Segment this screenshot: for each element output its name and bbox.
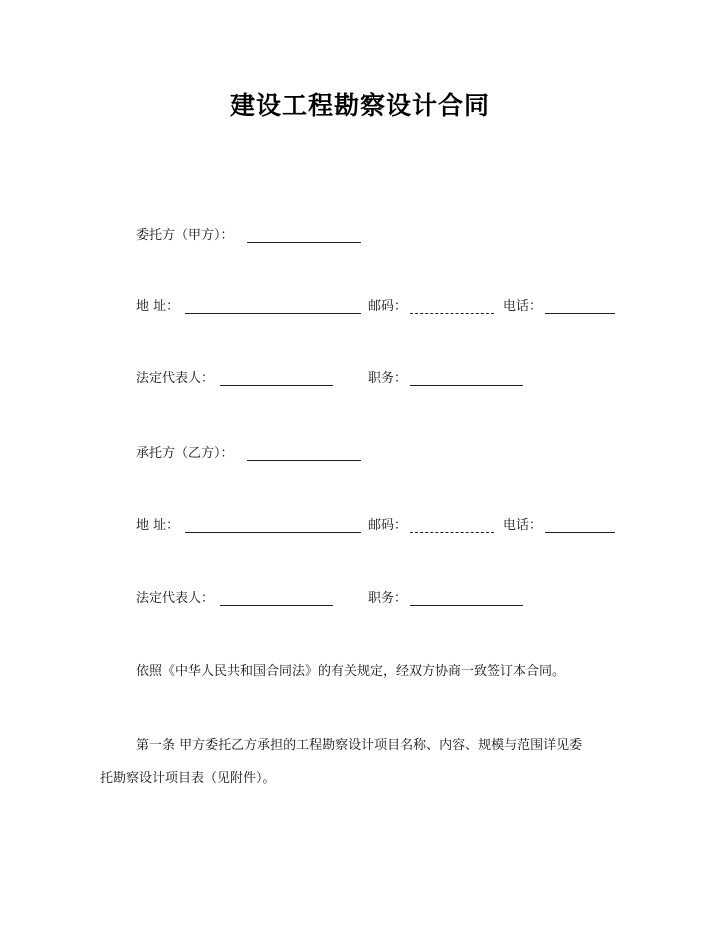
party-b-address-blank[interactable] xyxy=(185,532,361,533)
party-a-legal-rep-blank[interactable] xyxy=(220,385,333,386)
party-b-phone-label: 电话： xyxy=(503,518,543,533)
party-b-name-blank[interactable] xyxy=(247,460,361,461)
party-a-address-label: 地 址： xyxy=(136,299,180,314)
party-b-legal-rep-label: 法定代表人： xyxy=(136,591,215,606)
party-a-postcode-label: 邮码： xyxy=(368,299,408,314)
party-b-postcode-blank[interactable] xyxy=(410,532,494,533)
contract-title: 建设工程勘察设计合同 xyxy=(229,91,490,120)
party-a-position-blank[interactable] xyxy=(410,385,523,386)
article-1-line-2: 托勘察设计项目表（见附件）。 xyxy=(100,771,276,786)
article-1-line-1: 第一条 甲方委托乙方承担的工程勘察设计项目名称、内容、规模与范围详见委 xyxy=(136,738,583,753)
party-b-position-blank[interactable] xyxy=(410,605,523,606)
party-a-legal-rep-label: 法定代表人： xyxy=(136,371,215,386)
preamble-paragraph: 依照《中华人民共和国合同法》的有关规定，经双方协商一致签订本合同。 xyxy=(136,664,566,679)
party-a-address-blank[interactable] xyxy=(185,313,361,314)
party-a-name-blank[interactable] xyxy=(247,242,361,243)
party-b-label: 承托方（乙方）： xyxy=(136,446,234,461)
party-b-position-label: 职务： xyxy=(368,591,408,606)
party-a-position-label: 职务： xyxy=(368,371,408,386)
party-b-address-label: 地 址： xyxy=(136,518,180,533)
party-a-postcode-blank[interactable] xyxy=(410,313,494,314)
party-a-phone-blank[interactable] xyxy=(545,313,615,314)
party-b-postcode-label: 邮码： xyxy=(368,518,408,533)
party-b-legal-rep-blank[interactable] xyxy=(220,605,333,606)
party-a-phone-label: 电话： xyxy=(503,299,543,314)
party-b-phone-blank[interactable] xyxy=(545,532,615,533)
party-a-label: 委托方（甲方）： xyxy=(136,228,234,243)
